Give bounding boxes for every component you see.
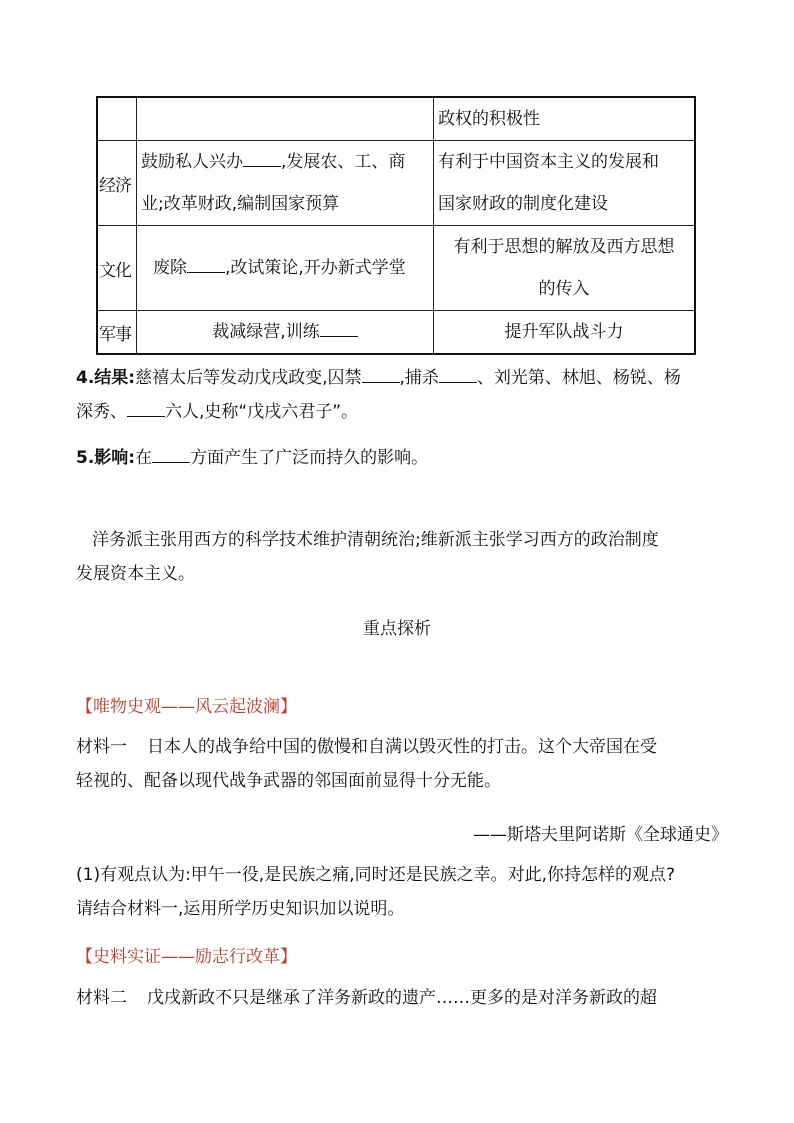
result-text: 深秀、 (76, 402, 127, 422)
material-two (76, 981, 726, 1015)
material-two-line-1: 戊戌新政不只是继承了洋务新政的遗产……更多的是对洋务新政的超 (147, 988, 657, 1008)
result-text: 慈禧太后等发动戊戌政变,囚禁 (135, 368, 362, 388)
fill-in-blank[interactable] (320, 320, 358, 337)
category-cell (97, 226, 137, 311)
result-text: ,捕杀 (399, 368, 439, 388)
note-paragraph (76, 523, 726, 591)
impact-paragraph (76, 441, 726, 475)
measure-cell (137, 141, 434, 226)
effect-cell (434, 311, 696, 355)
category-label: 文化 (99, 260, 131, 281)
question-one-line-1: (1)有观点认为:甲午一役,是民族之痛,同时还是民族之幸。对此,你持怎样的观点? (76, 865, 676, 885)
question-one-line-2: 请结合材料一,运用所学历史知识加以说明。 (76, 899, 405, 919)
category-cell (97, 311, 137, 355)
table-row (97, 226, 695, 311)
effect-line: 政权的积极性 (438, 109, 540, 129)
fill-in-blank[interactable] (127, 400, 165, 417)
table-row (97, 141, 695, 226)
fill-in-blank[interactable] (152, 446, 190, 463)
result-line-1 (135, 368, 681, 388)
effect-line: 国家财政的制度化建设 (438, 194, 608, 214)
category-label (98, 109, 99, 129)
measure-text: 业;改革财政,编制国家预算 (141, 194, 340, 214)
effect-cell (434, 97, 696, 141)
impact-label: 5.影响: (76, 448, 136, 468)
material-two-label: 材料二 (76, 988, 127, 1008)
measure-text: ,发展农、工、商 (281, 152, 406, 172)
fill-in-blank[interactable] (187, 256, 225, 273)
measure-text: ,改试策论,开办新式学堂 (225, 258, 406, 278)
category-cell (97, 141, 137, 226)
fill-in-blank[interactable] (362, 366, 400, 383)
impact-line (135, 448, 428, 468)
fill-in-blank[interactable] (439, 366, 477, 383)
material-one-line-1: 日本人的战争给中国的傲慢和自满以毁灭性的打击。这个大帝国在受 (147, 737, 657, 757)
material-one-source: ——斯塔夫里阿诺斯《全球通史》 (473, 825, 728, 845)
effect-line: 提升军队战斗力 (504, 322, 624, 342)
result-text: 、刘光第、林旭、杨锐、杨 (476, 368, 681, 388)
fill-in-blank[interactable] (243, 150, 281, 167)
effect-cell (434, 141, 696, 226)
effect-line: 有利于中国资本主义的发展和 (438, 152, 659, 172)
result-text: 六人,史称“戊戌六君子”。 (165, 402, 359, 422)
table-row (97, 97, 695, 141)
effect-line: 的传入 (538, 279, 590, 299)
effect-line: 有利于思想的解放及西方思想 (453, 237, 675, 257)
result-label: 4.结果: (76, 368, 136, 388)
measure-cell (137, 311, 434, 355)
measure-text: 鼓励私人兴办 (141, 152, 243, 172)
measure-line (137, 183, 433, 225)
measure-cell (137, 226, 434, 311)
result-paragraph (76, 361, 726, 429)
material-one-label: 材料一 (76, 737, 127, 757)
impact-text: 方面产生了广泛而持久的影响。 (190, 448, 429, 468)
measure-line (137, 247, 433, 289)
material-one-line-2: 轻视的、配备以现代战争武器的邻国面前显得十分无能。 (76, 771, 501, 791)
question-one (76, 858, 736, 926)
measure-text: 废除 (153, 258, 187, 278)
table-row (97, 311, 695, 355)
category-label: 军事 (99, 324, 131, 345)
measure-text: 裁减绿营,训练 (212, 322, 320, 342)
block2-heading: 【史料实证——励志行改革】 (76, 947, 297, 967)
note-line-2: 发展资本主义。 (76, 564, 195, 584)
category-cell (97, 97, 137, 141)
measure-line (137, 311, 433, 353)
note-line-1: 洋务派主张用西方的科学技术维护清朝统治;维新派主张学习西方的政治制度 (92, 530, 659, 550)
impact-text: 在 (135, 448, 153, 468)
block1-heading: 【唯物史观——风云起波澜】 (76, 697, 297, 717)
measure-cell (137, 97, 434, 141)
material-one (76, 730, 726, 798)
result-line-2 (76, 395, 726, 429)
reform-table (96, 96, 696, 355)
effect-cell (434, 226, 696, 311)
category-label: 经济 (99, 175, 131, 196)
section-title: 重点探析 (363, 619, 431, 639)
measure-line (137, 141, 433, 183)
